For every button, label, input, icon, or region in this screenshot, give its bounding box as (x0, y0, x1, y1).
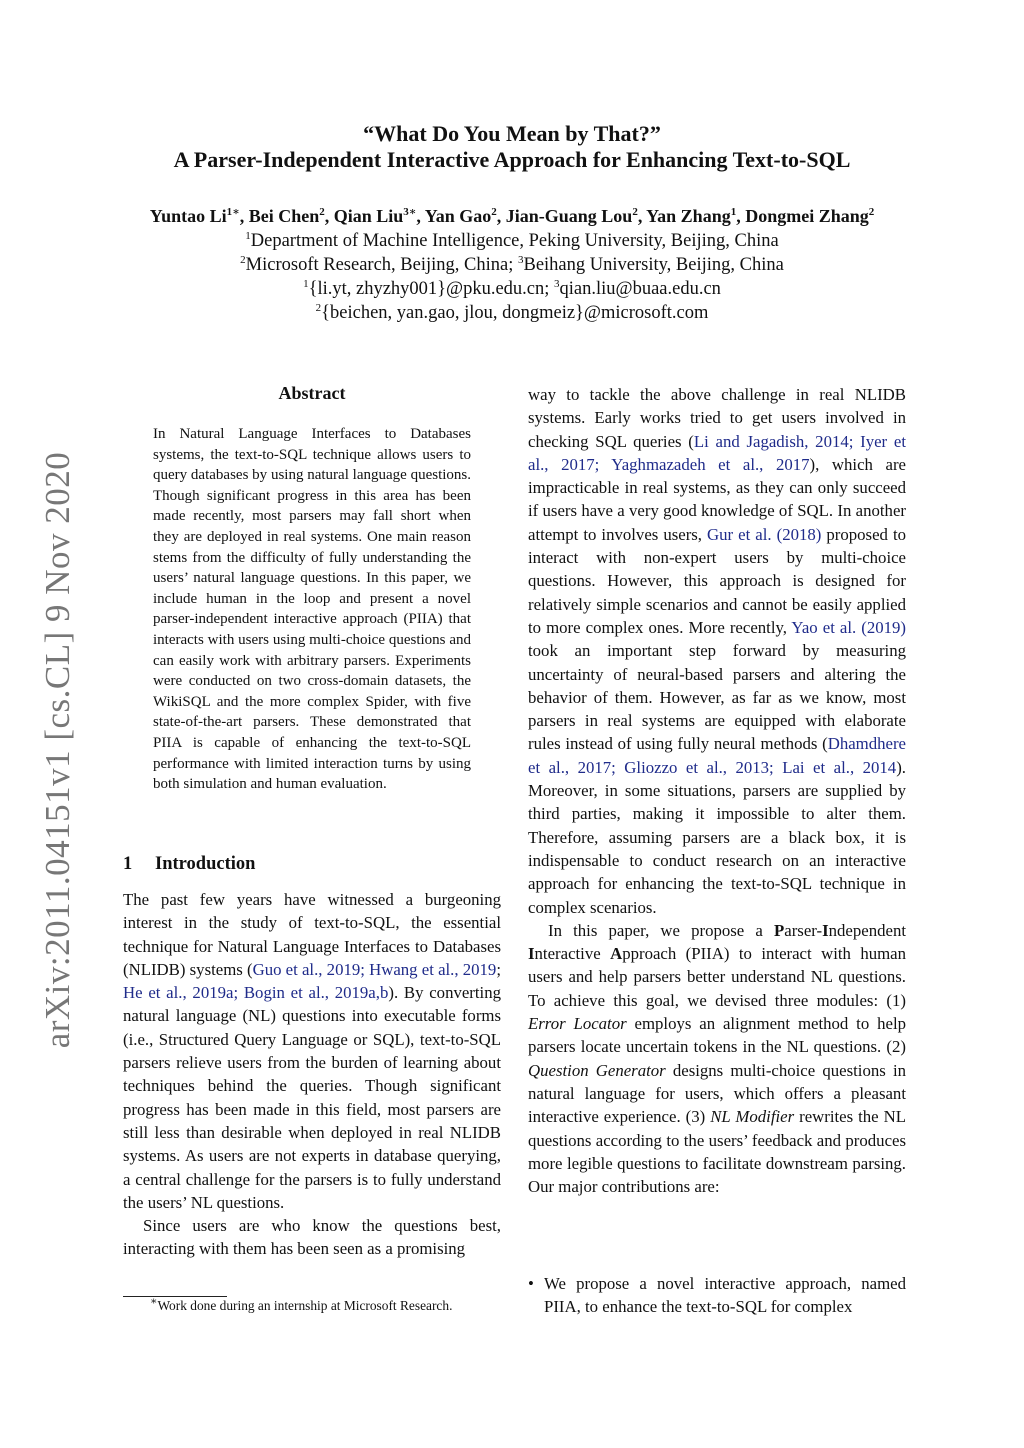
section-number: 1 (123, 854, 133, 874)
footnote-rule (123, 1296, 227, 1297)
citation-link[interactable]: Dhamdhere et al., 2017; Gliozzo et al., 2013; Lai et al., 2014 (528, 734, 906, 777)
module-name: NL Modifier (710, 1107, 795, 1127)
author-list: Yuntao $Li^{1∗}$, Bei Chen$^2$, Qian Liu$^{3∗}$, Yan Gao$^2$, Jian-Guang Lou$^2$, Yan Zhang$^1$, Dongmei Zhang$^2$ (149, 206, 875, 226)
author-name: Qian Liu (333, 206, 404, 226)
bold-text: I (822, 920, 829, 940)
citation-link[interactable]: Yao et al. (2019) (791, 617, 906, 637)
abstract-heading: Abstract (278, 383, 346, 403)
paper-title-line-2: A Parser-Independent Interactive Approach for Enhancing Text-to-SQL (173, 147, 851, 172)
intro-paragraph-3: In this paper, we propose a Parser-Independent Interactive Approach (PIIA) to interact with human users and help parsers better understand NL questions. To achieve this goal, we devised three modules: (1) Error Locator employs an alignment method to help parsers locate uncertain tokens in the NL questions. (2) Question Generator designs multi-choice questions in natural language for users, which offers a pleasant interactive experience. (3) NL Modifier rewrites the NL questions according to the users’ feedback and produces more legible questions to facilitate downstream parsing. Our major contributions are: (528, 920, 906, 1197)
citation-link[interactable]: He et al., 2019a; Bogin et al., 2019a,b (123, 983, 389, 1003)
author-name: Dongmei Zhang (745, 206, 869, 226)
intro-paragraph-2-continued: way to tackle the above challenge in real NLIDB systems. Early works tried to get users involved in checking SQL queries (Li and Jagadish, 2014; Iyer et al., 2017; Yaghmazadeh et al., 2017), which are impracticable in real systems, as they can only succeed if users have a very good knowledge of SQL. In another attempt to involves users, Gur et al. (2018) proposed to interact with non-expert users by multi-choice questions. However, this approach is designed for relatively simple scenarios and cannot be easily applied to more complex ones. More recently, Yao et al. (2019) took an important step forward by measuring uncertainty of neural-based parsers and altering the behavior of them. However, as far as we know, most parsers in real systems are equipped with elaborate rules instead of using fully neural methods (Dhamdhere et al., 2017; Gliozzo et al., 2013; Lai et al., 2014). Moreover, in some situations, parsers are supplied by third parties, making it impossible to alter them. Therefore, assuming parsers are a black box, it is indispensable to conduct research on an interactive approach for enhancing the text-to-SQL technique in complex scenarios. (528, 385, 906, 917)
author-affiliation-mark: 2 (319, 206, 325, 218)
contribution-bullet-text: We propose a novel interactive approach, named PIIA, to enhance the text-to-SQL for complex (544, 1274, 906, 1317)
left-column-body (123, 888, 501, 1261)
author-affiliation-mark: 2 (868, 206, 875, 218)
author-affiliation-mark: 2 (632, 206, 638, 218)
footnote: ∗Work done during an internship at Microsoft Research. (150, 1295, 453, 1313)
email-line-2: $^2${beichen, yan.gao, jlou, dongmeiz}@microsoft.com (315, 301, 709, 323)
citation-link[interactable]: Li and Jagadish, 2014; Iyer et al., 2017; Yaghmazadeh et al., 2017 (528, 431, 906, 474)
section-heading-introduction (123, 854, 255, 875)
citation-link[interactable]: Gur et al. (2018) (707, 524, 822, 544)
affiliation-2-3: $^2$Microsoft Research, Beijing, China; $^3$Beihang University, Beijing, China (240, 253, 784, 275)
arxiv-stamp-text: arXiv:2011.04151v1 [cs.CL] 9 Nov 2020 (38, 451, 77, 1049)
author-affiliation-mark: 1∗ (226, 206, 240, 218)
author-name: Yan Gao (424, 206, 492, 226)
module-name: Question Generator (528, 1060, 666, 1080)
section-title: Introduction (155, 854, 256, 874)
bold-text: P (773, 920, 785, 940)
contribution-bullet (528, 1272, 906, 1319)
author-name: Yan Zhang (646, 206, 731, 226)
module-name: Error Locator (528, 1014, 627, 1034)
email-line-1: $^1${li.yt, zhyzhy001}@pku.edu.cn; $^3$qian.liu@buaa.edu.cn (303, 277, 721, 299)
author-affiliation-mark: 1 (730, 206, 737, 218)
abstract-text: In Natural Language Interfaces to Databases systems, the text-to-SQL technique allows users to query databases by using natural language questions. Though significant progress in this area has been made recently, most parsers may fall short when they are deployed in real systems. One main reason stems from the difficulty of fully understanding the users’ natural language questions. In this paper, we include human in the loop and present a novel parser-independent interactive approach (PIIA) that interacts with users using multi-choice questions and can easily work with arbitrary parsers. Experiments were conducted on two cross-domain datasets, the WikiSQL and the more complex Spider, with five state-of-the-art parsers. These demonstrated that PIIA is capable of enhancing the text-to-SQL performance with limited interaction turns by using both simulation and human evaluation. (153, 426, 471, 793)
author-affiliation-mark: 3∗ (403, 206, 417, 218)
citation-link[interactable]: Guo et al., 2019; Hwang et al., 2019 (252, 959, 497, 979)
right-column-body (528, 383, 906, 1198)
intro-paragraph-1: The past few years have witnessed a burgeoning interest in the study of text-to-SQL, the essential technique for Natural Language Interfaces to Databases (NLIDB) systems (Guo et al., 2019; Hwang et al., 2019; He et al., 2019a; Bogin et al., 2019a,b). By converting natural language (NL) questions into executable forms (i.e., Structured Query Language or SQL), text-to-SQL parsers relieve users from the burden of learning about techniques behind the queries. Though significant progress has been made in this field, most parsers are still less than desirable when deployed in real NLIDB systems. As users are not experts in database querying, a central challenge for the parsers is to fully understand the users’ NL questions. (123, 890, 501, 1212)
bullet-icon: • (528, 1274, 534, 1293)
author-affiliation-mark: 2 (491, 206, 497, 218)
author-name: Jian-Guang Lou (505, 206, 633, 226)
author-name: Bei Chen (248, 206, 320, 226)
author-name: Yuntao Li (149, 206, 227, 226)
bold-text: A (610, 944, 623, 964)
paper-title-line-1: “What Do You Mean by That?” (363, 121, 661, 146)
intro-paragraph-2-start: Since users are who know the questions best, interacting with them has been seen as a promising (123, 1216, 501, 1259)
affiliation-1: $^1$Department of Machine Intelligence, Peking University, Beijing, China (245, 229, 779, 251)
bold-text: I (528, 944, 535, 964)
